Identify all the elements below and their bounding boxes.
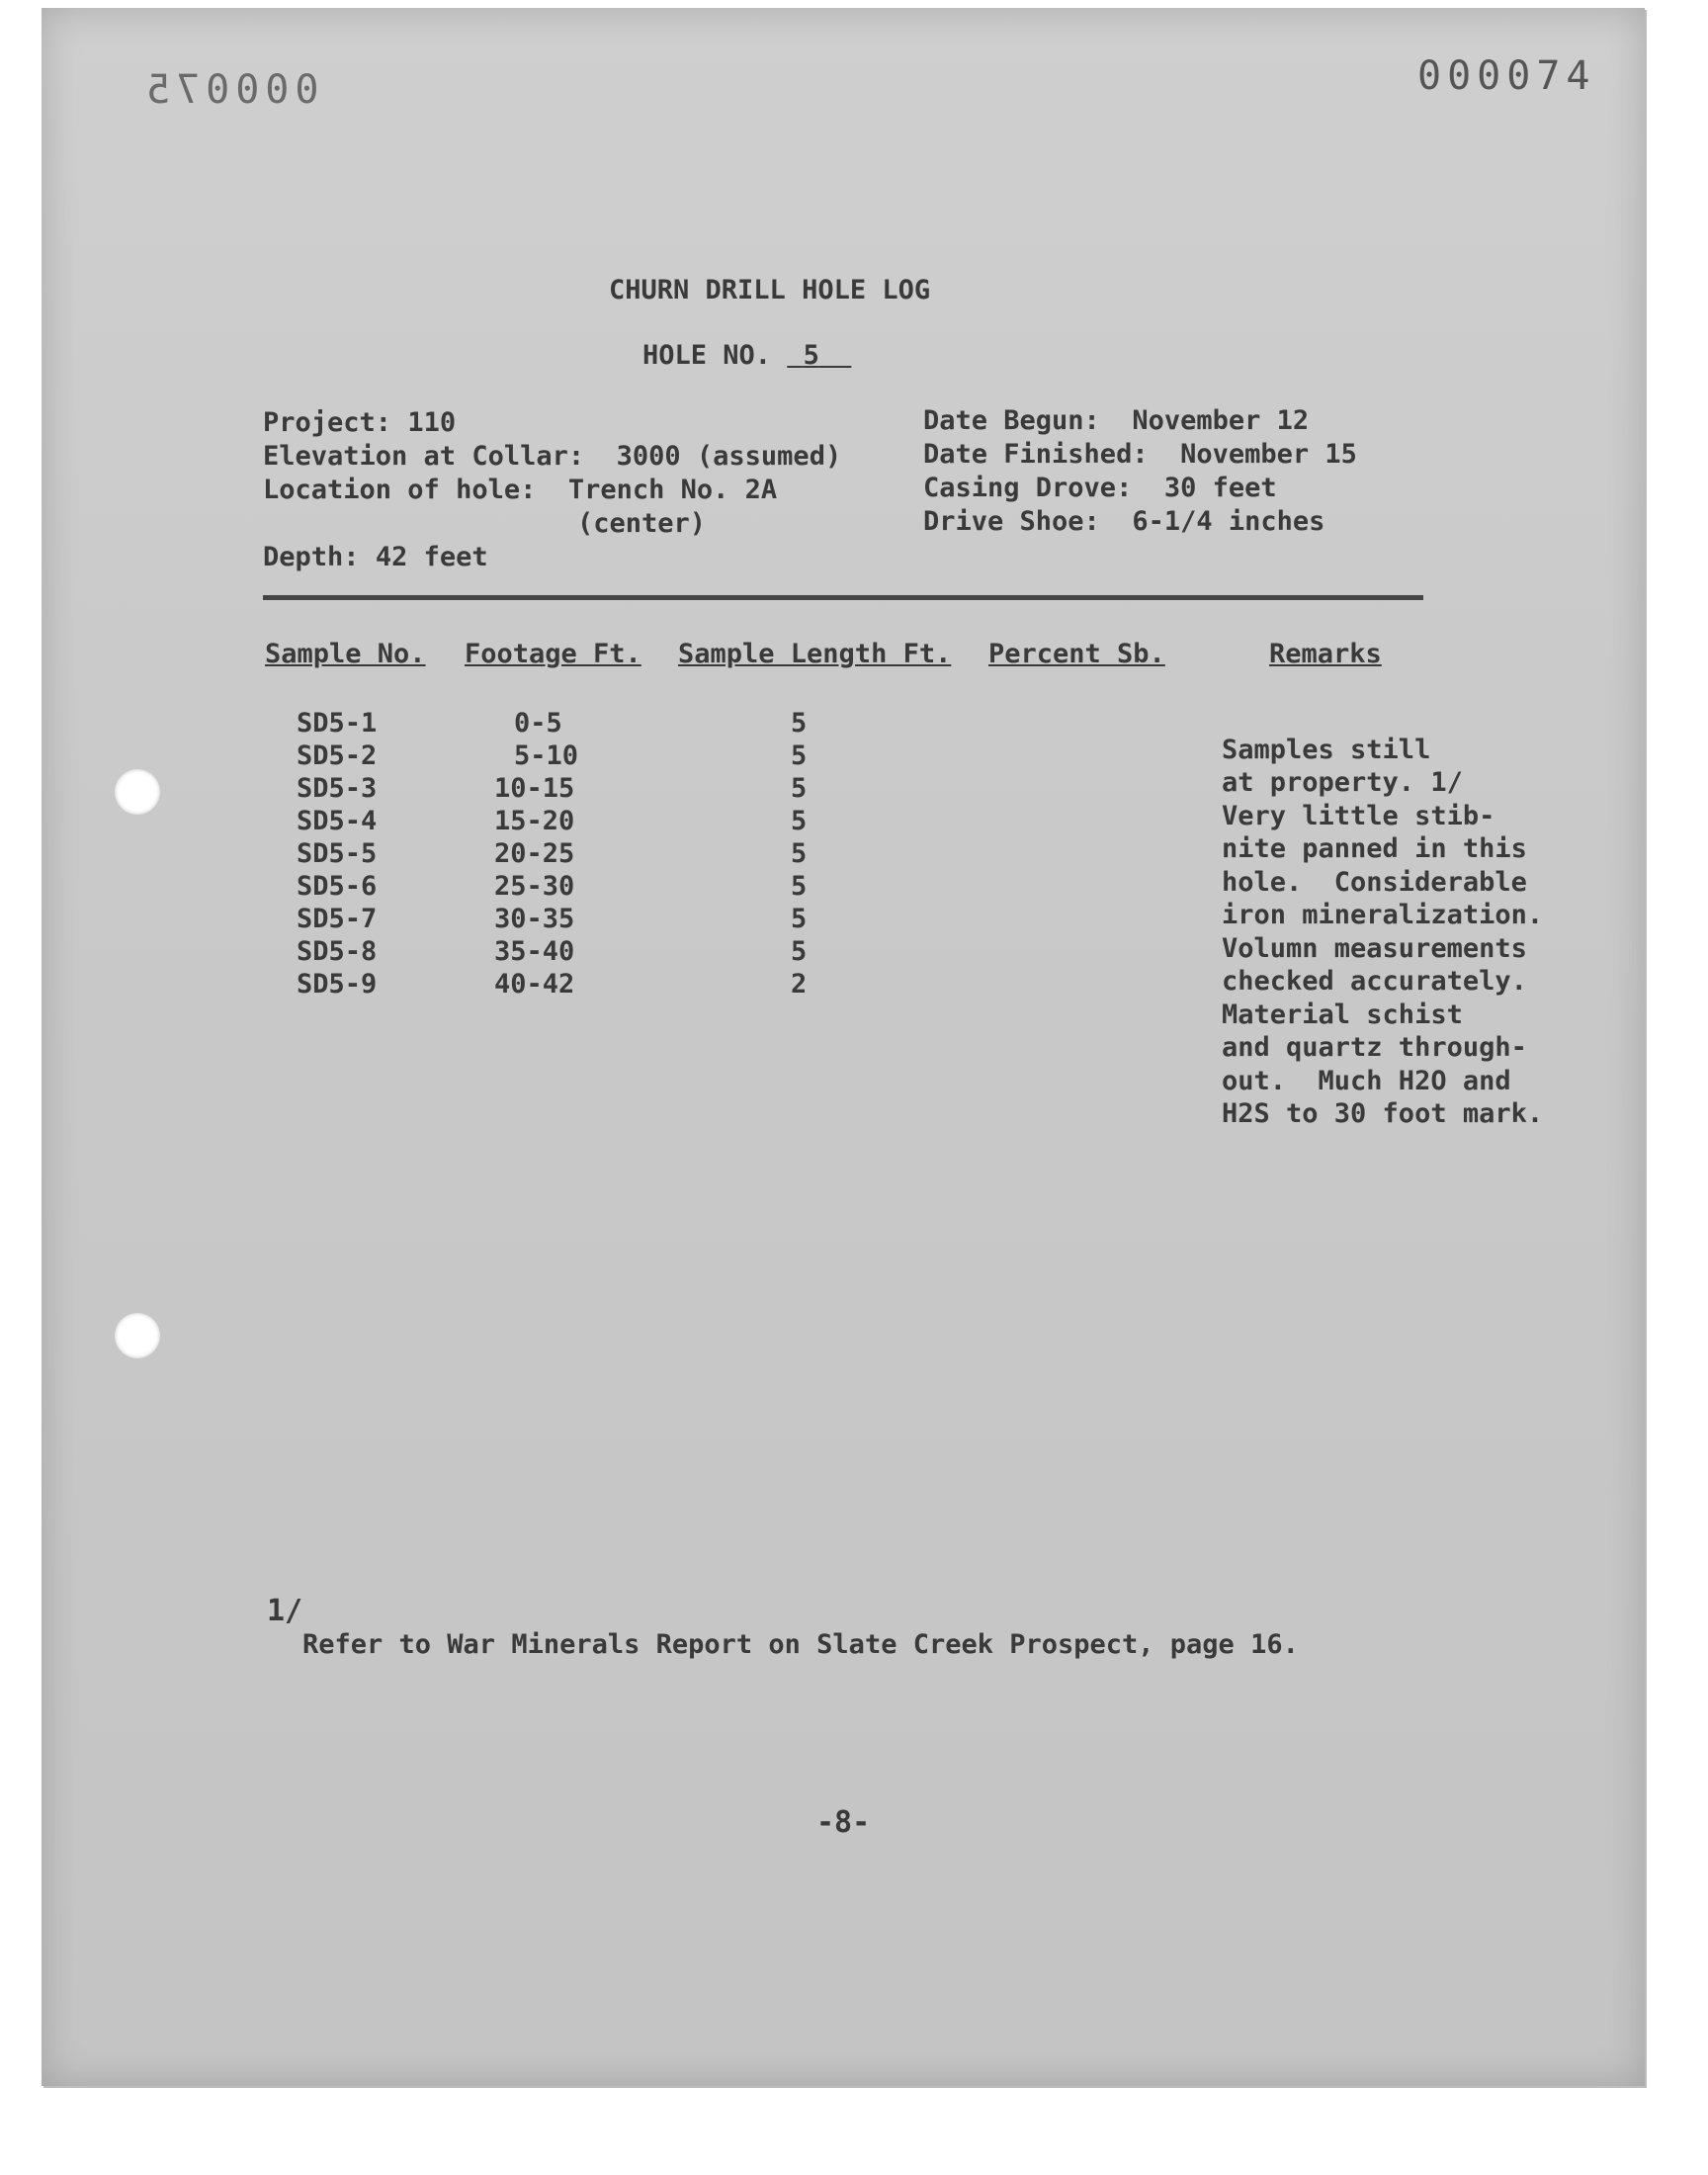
sample-no-cell: SD5-4	[297, 806, 378, 836]
page-number: -8-	[816, 1805, 871, 1840]
hole-number-label: HOLE NO.	[642, 340, 772, 371]
header-sample-length: Sample Length Ft.	[678, 639, 952, 669]
info-casing: Casing Drove: 30 feet	[923, 473, 1277, 503]
header-footage: Footage Ft.	[465, 639, 641, 669]
sample-no-cell: SD5-9	[297, 969, 378, 1000]
sample-length-cell: 5	[791, 708, 808, 739]
sample-no-cell: SD5-3	[297, 773, 378, 804]
footage-cell: 35-40	[494, 936, 575, 967]
sample-length-cell: 5	[791, 838, 808, 869]
binder-hole	[115, 769, 160, 815]
info-project: Project: 110	[263, 407, 457, 438]
info-date-begun: Date Begun: November 12	[923, 405, 1310, 436]
sample-no-cell: SD5-7	[297, 904, 378, 934]
sample-length-cell: 5	[791, 871, 808, 902]
divider-rule	[263, 595, 1423, 600]
header-remarks: Remarks	[1269, 639, 1382, 669]
hole-number	[642, 340, 851, 371]
page-stamp-right: 000074	[1417, 53, 1596, 99]
sample-length-cell: 5	[791, 904, 808, 934]
sample-length-cell: 5	[791, 806, 808, 836]
remarks-text: Samples still at property. 1/ Very little stib- nite panned in this hole. Considerable iron mineralization. Volumn measurements checked accurately. Material schist and quartz through- out. Much H2O and H2S to 30 foot mark.	[1222, 734, 1544, 1129]
sample-no-cell: SD5-8	[297, 936, 378, 967]
footnote-mark: 1/	[267, 1594, 303, 1628]
sample-no-cell: SD5-5	[297, 838, 378, 869]
document-title: CHURN DRILL HOLE LOG	[609, 275, 931, 305]
sample-length-cell: 5	[791, 936, 808, 967]
footage-cell: 30-35	[494, 904, 575, 934]
footage-cell: 10-15	[494, 773, 575, 804]
footnote-text: Refer to War Minerals Report on Slate Creek Prospect, page 16.	[302, 1629, 1299, 1660]
info-elevation: Elevation at Collar: 3000 (assumed)	[263, 441, 842, 472]
page-stamp-left: 000075	[140, 67, 319, 113]
header-percent-sb: Percent Sb.	[988, 639, 1165, 669]
footage-cell: 15-20	[494, 806, 575, 836]
sample-no-cell: SD5-1	[297, 708, 378, 739]
info-drive-shoe: Drive Shoe: 6-1/4 inches	[923, 506, 1325, 537]
hole-number-value: 5	[803, 340, 819, 371]
sample-no-cell: SD5-6	[297, 871, 378, 902]
footage-cell: 20-25	[494, 838, 575, 869]
header-sample-no: Sample No.	[265, 639, 426, 669]
sample-length-cell: 2	[791, 969, 808, 1000]
footage-cell: 0-5	[514, 708, 562, 739]
info-depth: Depth: 42 feet	[263, 542, 488, 572]
binder-hole	[115, 1313, 160, 1358]
info-date-finished: Date Finished: November 15	[923, 439, 1357, 470]
sample-no-cell: SD5-2	[297, 740, 378, 771]
footage-cell: 40-42	[494, 969, 575, 1000]
footage-cell: 25-30	[494, 871, 575, 902]
info-location: Location of hole: Trench No. 2A	[263, 475, 778, 505]
sample-length-cell: 5	[791, 740, 808, 771]
sample-length-cell: 5	[791, 773, 808, 804]
footage-cell: 5-10	[514, 740, 579, 771]
info-location-detail: (center)	[577, 508, 707, 539]
